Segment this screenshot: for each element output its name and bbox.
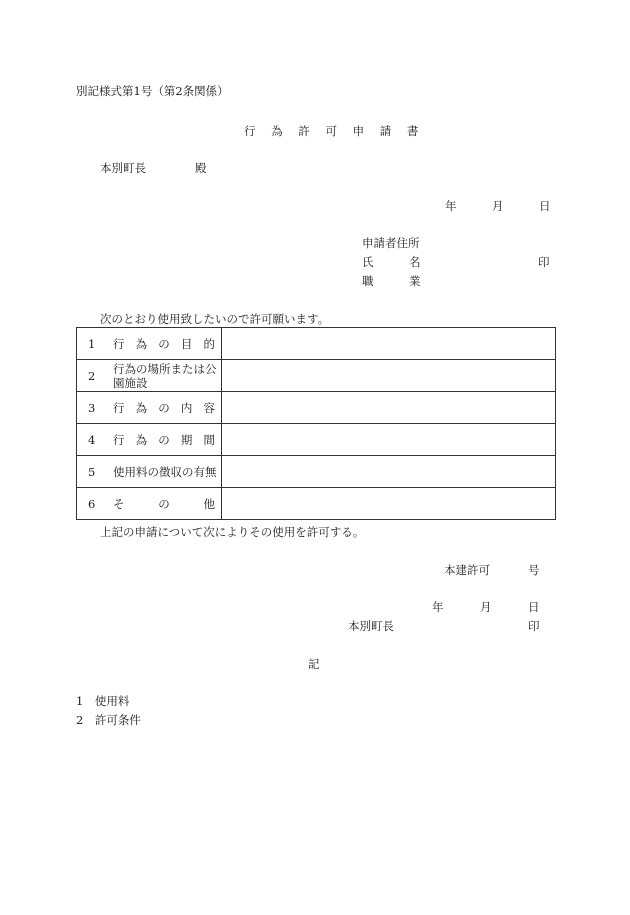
table-row [77, 392, 556, 424]
applicant-occupation-label-2: 業 [409, 274, 421, 288]
date-year: 年 [445, 199, 457, 213]
label-char: 行 [113, 432, 125, 447]
row-number: 5 [88, 464, 96, 479]
application-table [76, 327, 556, 520]
row-value-other[interactable] [222, 488, 556, 520]
label-char: 為 [135, 336, 148, 351]
addressee: 本別町長 [100, 161, 146, 175]
table-row [77, 328, 556, 360]
row-value-location[interactable] [222, 360, 556, 392]
row-label-text [113, 433, 215, 447]
issuer: 本別町長 [348, 619, 394, 633]
label-char: 行 [113, 336, 125, 351]
document-title: 行 為 許 可 申 請 書 [244, 124, 425, 138]
label-char: の [158, 496, 170, 511]
applicant-name-label-1: 氏 [362, 255, 374, 269]
date-month: 月 [492, 199, 504, 213]
row-number: 3 [88, 400, 96, 415]
table-row [77, 424, 556, 456]
label-char: の [158, 400, 170, 415]
label-char: の [158, 336, 170, 351]
permit-number-label: 本建許可 [444, 563, 490, 577]
note-item-conditions: 2 許可条件 [76, 713, 141, 727]
row-label-text [113, 337, 215, 351]
label-char: 他 [203, 496, 215, 511]
row-number: 1 [88, 336, 96, 351]
label-char: 間 [203, 432, 215, 447]
table-row [77, 456, 556, 488]
approval-date-day: 日 [528, 600, 540, 614]
row-label-text: 使用料の徴収の有無 [113, 464, 217, 479]
row-label-other [77, 488, 222, 520]
applicant-occupation-label-1: 職 [362, 274, 374, 288]
applicant-address-label: 申請者住所 [362, 236, 420, 250]
intro-text: 次のとおり使用致したいので許可願います。 [100, 312, 330, 326]
approval-date-year: 年 [432, 600, 444, 614]
label-char: 為 [135, 400, 148, 415]
table-row [77, 488, 556, 520]
label-char: 為 [135, 432, 148, 447]
label-char: 的 [203, 336, 215, 351]
approval-statement: 上記の申請について次によりその使用を許可する。 [100, 525, 365, 539]
form-reference: 別記様式第1号（第2条関係） [76, 84, 229, 98]
applicant-name-label-2: 名 [409, 255, 421, 269]
label-char: 容 [203, 400, 215, 415]
honorific: 殿 [195, 161, 207, 175]
row-label-purpose [77, 328, 222, 360]
label-char: の [158, 432, 170, 447]
row-value-purpose[interactable] [222, 328, 556, 360]
note-item-fee: 1 使用料 [76, 694, 130, 708]
label-char: 期 [180, 432, 193, 447]
row-label-location [77, 360, 222, 392]
row-number: 6 [88, 496, 96, 511]
permit-number-suffix: 号 [528, 563, 540, 577]
row-label-fee [77, 456, 222, 488]
date-day: 日 [539, 199, 551, 213]
row-value-fee[interactable] [222, 456, 556, 488]
table-row [77, 360, 556, 392]
label-char: 行 [113, 400, 125, 415]
label-char: そ [113, 496, 125, 511]
approval-date-month: 月 [480, 600, 492, 614]
row-label-content [77, 392, 222, 424]
row-label-text [113, 497, 215, 511]
row-number: 4 [88, 432, 96, 447]
row-value-period[interactable] [222, 424, 556, 456]
label-char: 内 [180, 400, 193, 415]
issuer-seal: 印 [528, 619, 540, 633]
row-value-content[interactable] [222, 392, 556, 424]
notes-heading: 記 [308, 657, 320, 671]
row-number: 2 [88, 368, 96, 383]
row-label-text [113, 401, 215, 415]
applicant-seal: 印 [538, 255, 550, 269]
row-label-text: 行為の場所または公園施設 [113, 361, 217, 390]
label-char: 目 [180, 336, 193, 351]
row-label-period [77, 424, 222, 456]
